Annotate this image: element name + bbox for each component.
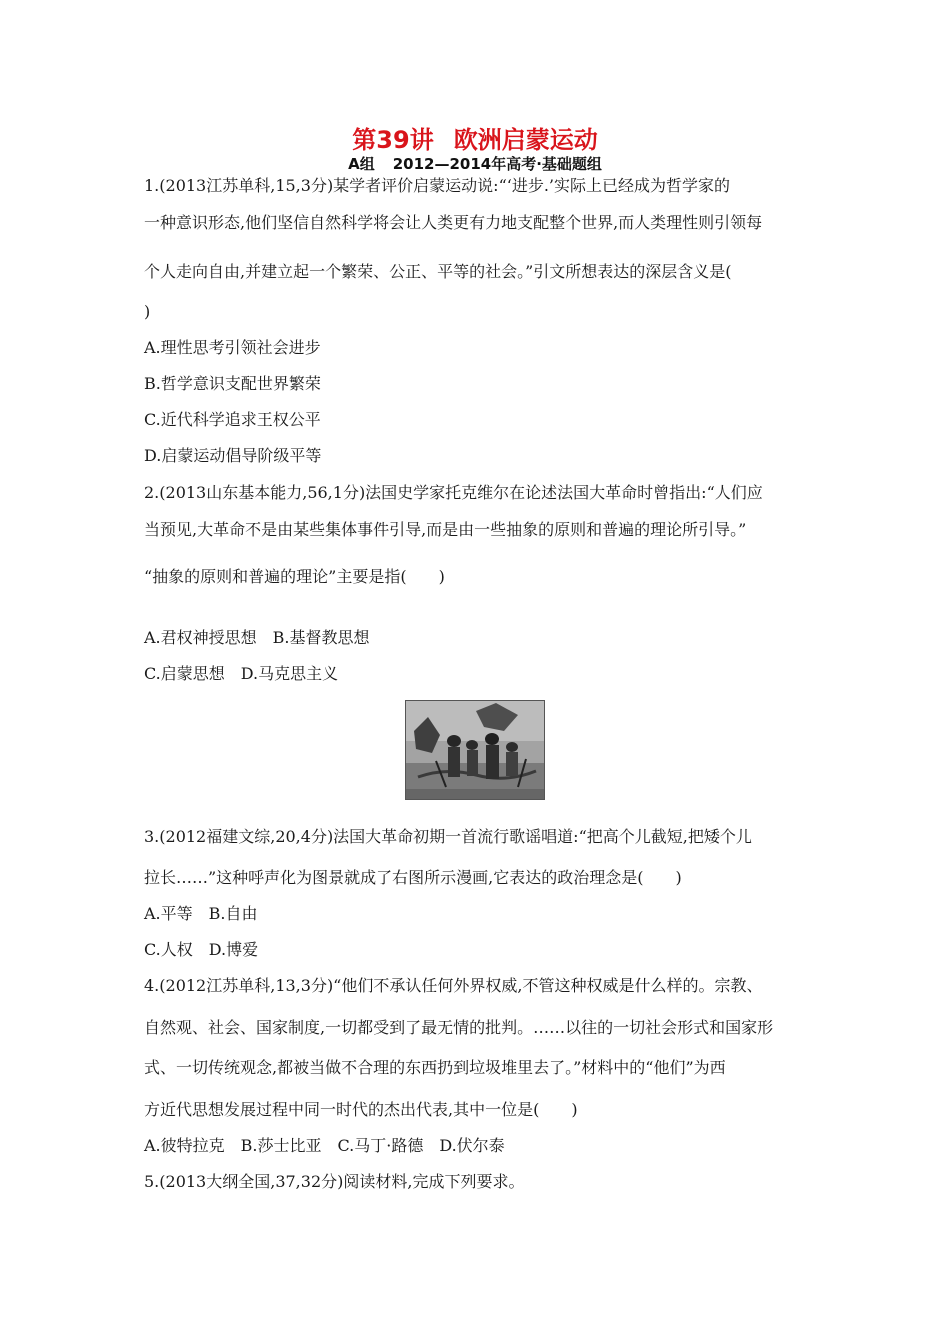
q1-option-c: C.近代科学追求王权公平: [144, 410, 321, 429]
q2-stem-line-1: 2.(2013山东基本能力,56,1分)法国史学家托克维尔在论述法国大革命时曾指出:“人们应: [144, 483, 763, 502]
q1-stem-line-1: 1.(2013江苏单科,15,3分)某学者评价启蒙运动说:“‘进步.’实际上已经成为哲学家的: [144, 176, 731, 195]
q1-stem-line-2: 一种意识形态,他们坚信自然科学将会让人类更有力地支配整个世界,而人类理性则引领每: [144, 213, 763, 232]
cartoon-image: [405, 700, 545, 800]
q2-stem-line-2: 当预见,大革命不是由某些集体事件引导,而是由一些抽象的原则和普遍的理论所引导。”: [144, 520, 747, 539]
q4-stem-line-4: 方近代思想发展过程中同一时代的杰出代表,其中一位是( ): [144, 1100, 578, 1119]
q1-option-a: A.理性思考引领社会进步: [144, 338, 321, 357]
q4-stem-line-2: 自然观、社会、国家制度,一切都受到了最无情的批判。……以往的一切社会形式和国家形: [144, 1018, 774, 1037]
q3-stem-line-1: 3.(2012福建文综,20,4分)法国大革命初期一首流行歌谣唱道:“把高个儿截短,把矮个儿: [144, 827, 752, 846]
q4-stem-line-1: 4.(2012江苏单科,13,3分)“他们不承认任何外界权威,不管这种权威是什么样的。宗教、: [144, 976, 763, 995]
q2-options-ab: A.君权神授思想 B.基督教思想: [144, 628, 370, 647]
page-title: [0, 120, 950, 155]
lecture-topic: 欧洲启蒙运动: [453, 126, 598, 154]
q4-options: A.彼特拉克 B.莎士比亚 C.马丁·路德 D.伏尔泰: [144, 1136, 505, 1155]
q1-option-d: D.启蒙运动倡导阶级平等: [144, 446, 322, 465]
q1-option-b: B.哲学意识支配世界繁荣: [144, 374, 321, 393]
section-subtitle: [0, 153, 950, 174]
q3-options-cd: C.人权 D.博爱: [144, 940, 259, 959]
q1-stem-line-4: ): [144, 302, 151, 321]
lecture-number: 第39讲: [352, 126, 434, 154]
q3-stem-line-2: 拉长……”这种呼声化为图景就成了右图所示漫画,它表达的政治理念是( ): [144, 868, 682, 887]
q2-stem-line-3: “抽象的原则和普遍的理论”主要是指( ): [144, 567, 445, 586]
cartoon-drawing: [406, 701, 544, 799]
q2-options-cd: C.启蒙思想 D.马克思主义: [144, 664, 339, 683]
exam-range-label: 2012—2014年高考·基础题组: [392, 155, 602, 173]
group-label: A组: [348, 155, 375, 173]
q5-stem-line-1: 5.(2013大纲全国,37,32分)阅读材料,完成下列要求。: [144, 1172, 525, 1191]
q4-stem-line-3: 式、一切传统观念,都被当做不合理的东西扔到垃圾堆里去了。”材料中的“他们”为西: [144, 1058, 726, 1077]
q1-stem-line-3: 个人走向自由,并建立起一个繁荣、公正、平等的社会。”引文所想表达的深层含义是(: [144, 262, 732, 281]
q3-options-ab: A.平等 B.自由: [144, 904, 258, 923]
